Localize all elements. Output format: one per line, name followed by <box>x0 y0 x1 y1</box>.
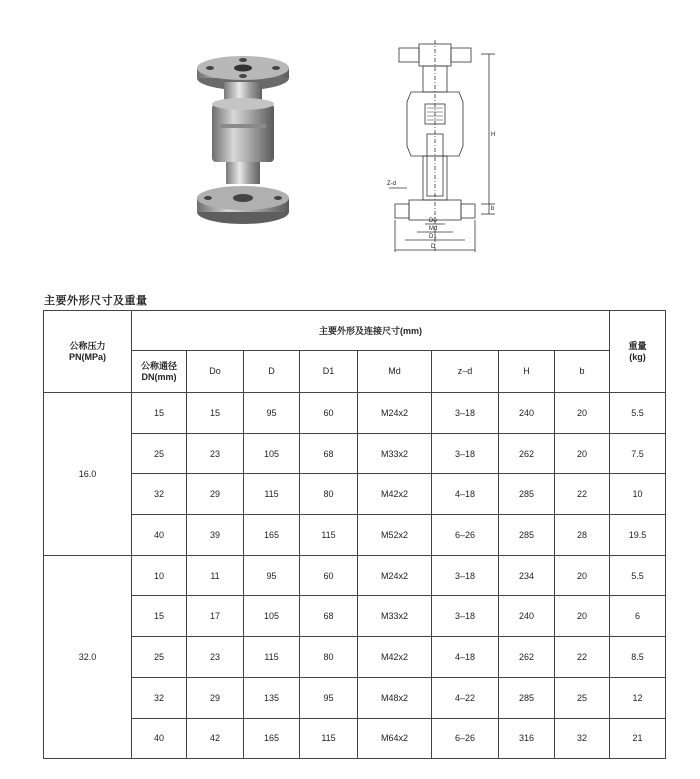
pressure-cell: 16.0 <box>44 393 132 556</box>
pressure-header-unit: PN(MPa) <box>68 351 106 362</box>
table-row <box>44 555 666 596</box>
table-cell: 316 <box>499 718 555 759</box>
column-header <box>187 351 244 393</box>
table-cell: M42x2 <box>358 637 432 678</box>
table-cell: M64x2 <box>358 718 432 759</box>
table-cell: 32 <box>132 677 187 718</box>
table-cell: 40 <box>132 718 187 759</box>
table-cell: 7.5 <box>610 433 666 474</box>
table-row <box>44 393 666 434</box>
table-cell: 3–18 <box>432 393 499 434</box>
table-cell: 80 <box>300 637 358 678</box>
table-cell: 285 <box>499 515 555 556</box>
column-header-line1: D <box>268 366 275 376</box>
weight-header-cn: 重量 <box>628 340 647 351</box>
table-cell: 8.5 <box>610 637 666 678</box>
table-cell: 80 <box>300 474 358 515</box>
table-cell: 95 <box>300 677 358 718</box>
table-cell: 25 <box>132 433 187 474</box>
section-title: 主要外形尺寸及重量 <box>44 295 148 307</box>
spec-table <box>43 310 666 759</box>
column-header-line1: Do <box>209 366 221 376</box>
table-cell: 12 <box>610 677 666 718</box>
table-cell: 115 <box>300 515 358 556</box>
label-md: Md <box>429 226 438 232</box>
valve-technical-drawing <box>385 38 505 258</box>
table-row <box>44 515 666 556</box>
table-cell: 95 <box>244 555 300 596</box>
table-cell: M33x2 <box>358 433 432 474</box>
table-cell: 285 <box>499 677 555 718</box>
column-header <box>244 351 300 393</box>
column-header <box>132 351 187 393</box>
table-cell: 240 <box>499 596 555 637</box>
table-cell: 240 <box>499 393 555 434</box>
column-header <box>555 351 610 393</box>
column-header <box>300 351 358 393</box>
table-cell: 15 <box>132 393 187 434</box>
table-cell: 32 <box>555 718 610 759</box>
pressure-header-cn: 公称压力 <box>69 340 106 351</box>
table-cell: 20 <box>555 596 610 637</box>
table-cell: 10 <box>610 474 666 515</box>
table-cell: 22 <box>555 637 610 678</box>
table-cell: 115 <box>300 718 358 759</box>
table-cell: 165 <box>244 515 300 556</box>
valve-photo <box>188 54 298 230</box>
table-cell: 39 <box>187 515 244 556</box>
table-cell: 95 <box>244 393 300 434</box>
label-b: b <box>491 206 495 212</box>
table-cell: 105 <box>244 433 300 474</box>
table-cell: 105 <box>244 596 300 637</box>
column-header-line1: Md <box>388 366 401 376</box>
label-h: H <box>491 132 496 138</box>
table-cell: 25 <box>555 677 610 718</box>
table-cell: 115 <box>244 474 300 515</box>
column-header-line1: 公称通径 <box>140 360 177 371</box>
table-cell: 68 <box>300 596 358 637</box>
table-cell: 25 <box>132 637 187 678</box>
table-cell: 23 <box>187 433 244 474</box>
column-header <box>358 351 432 393</box>
table-cell: 29 <box>187 474 244 515</box>
table-cell: 15 <box>132 596 187 637</box>
label-d0: D0 <box>429 218 437 224</box>
table-cell: 20 <box>555 433 610 474</box>
table-cell: 5.5 <box>610 555 666 596</box>
table-cell: M48x2 <box>358 677 432 718</box>
table-cell: 4–18 <box>432 474 499 515</box>
column-header-line1: D1 <box>322 366 335 376</box>
table-cell: 115 <box>244 637 300 678</box>
table-cell: 10 <box>132 555 187 596</box>
table-cell: M24x2 <box>358 393 432 434</box>
table-cell: 60 <box>300 555 358 596</box>
table-cell: 28 <box>555 515 610 556</box>
table-cell: 23 <box>187 637 244 678</box>
table-cell: 11 <box>187 555 244 596</box>
table-cell: 40 <box>132 515 187 556</box>
table-cell: M42x2 <box>358 474 432 515</box>
table-cell: 234 <box>499 555 555 596</box>
pressure-cell: 32.0 <box>44 555 132 758</box>
weight-header-unit: (kg) <box>629 351 646 362</box>
weight-header <box>610 311 666 393</box>
table-cell: 5.5 <box>610 393 666 434</box>
table-cell: 20 <box>555 555 610 596</box>
table-row <box>44 718 666 759</box>
column-header-line2: DN(mm) <box>141 371 177 382</box>
table-cell: 22 <box>555 474 610 515</box>
table-cell: 42 <box>187 718 244 759</box>
table-cell: M24x2 <box>358 555 432 596</box>
table-cell: 29 <box>187 677 244 718</box>
dims-header: 主要外形及连接尺寸(mm) <box>132 311 610 351</box>
table-cell: 32 <box>132 474 187 515</box>
table-cell: 68 <box>300 433 358 474</box>
table-cell: 3–18 <box>432 555 499 596</box>
table-row <box>44 596 666 637</box>
table-cell: 135 <box>244 677 300 718</box>
table-cell: 165 <box>244 718 300 759</box>
column-header-line1: z–d <box>457 366 473 376</box>
column-header <box>499 351 555 393</box>
table-cell: 6–26 <box>432 515 499 556</box>
table-cell: 262 <box>499 433 555 474</box>
column-header-line1: b <box>579 366 585 376</box>
label-d: D <box>431 244 436 250</box>
table-row <box>44 433 666 474</box>
table-row <box>44 474 666 515</box>
table-cell: 6–26 <box>432 718 499 759</box>
column-header-line1: H <box>523 366 530 376</box>
table-cell: M33x2 <box>358 596 432 637</box>
table-cell: 6 <box>610 596 666 637</box>
label-d1: D1 <box>429 234 437 240</box>
table-cell: 262 <box>499 637 555 678</box>
table-cell: 19.5 <box>610 515 666 556</box>
table-row <box>44 677 666 718</box>
table-cell: 21 <box>610 718 666 759</box>
table-cell: 3–18 <box>432 596 499 637</box>
table-cell: 3–18 <box>432 433 499 474</box>
table-cell: M52x2 <box>358 515 432 556</box>
table-cell: 17 <box>187 596 244 637</box>
table-cell: 20 <box>555 393 610 434</box>
table-cell: 4–22 <box>432 677 499 718</box>
table-cell: 285 <box>499 474 555 515</box>
column-header <box>432 351 499 393</box>
label-zd: Z-d <box>387 181 396 187</box>
table-cell: 15 <box>187 393 244 434</box>
table-row <box>44 637 666 678</box>
table-cell: 4–18 <box>432 637 499 678</box>
pressure-header <box>44 311 132 393</box>
table-cell: 60 <box>300 393 358 434</box>
